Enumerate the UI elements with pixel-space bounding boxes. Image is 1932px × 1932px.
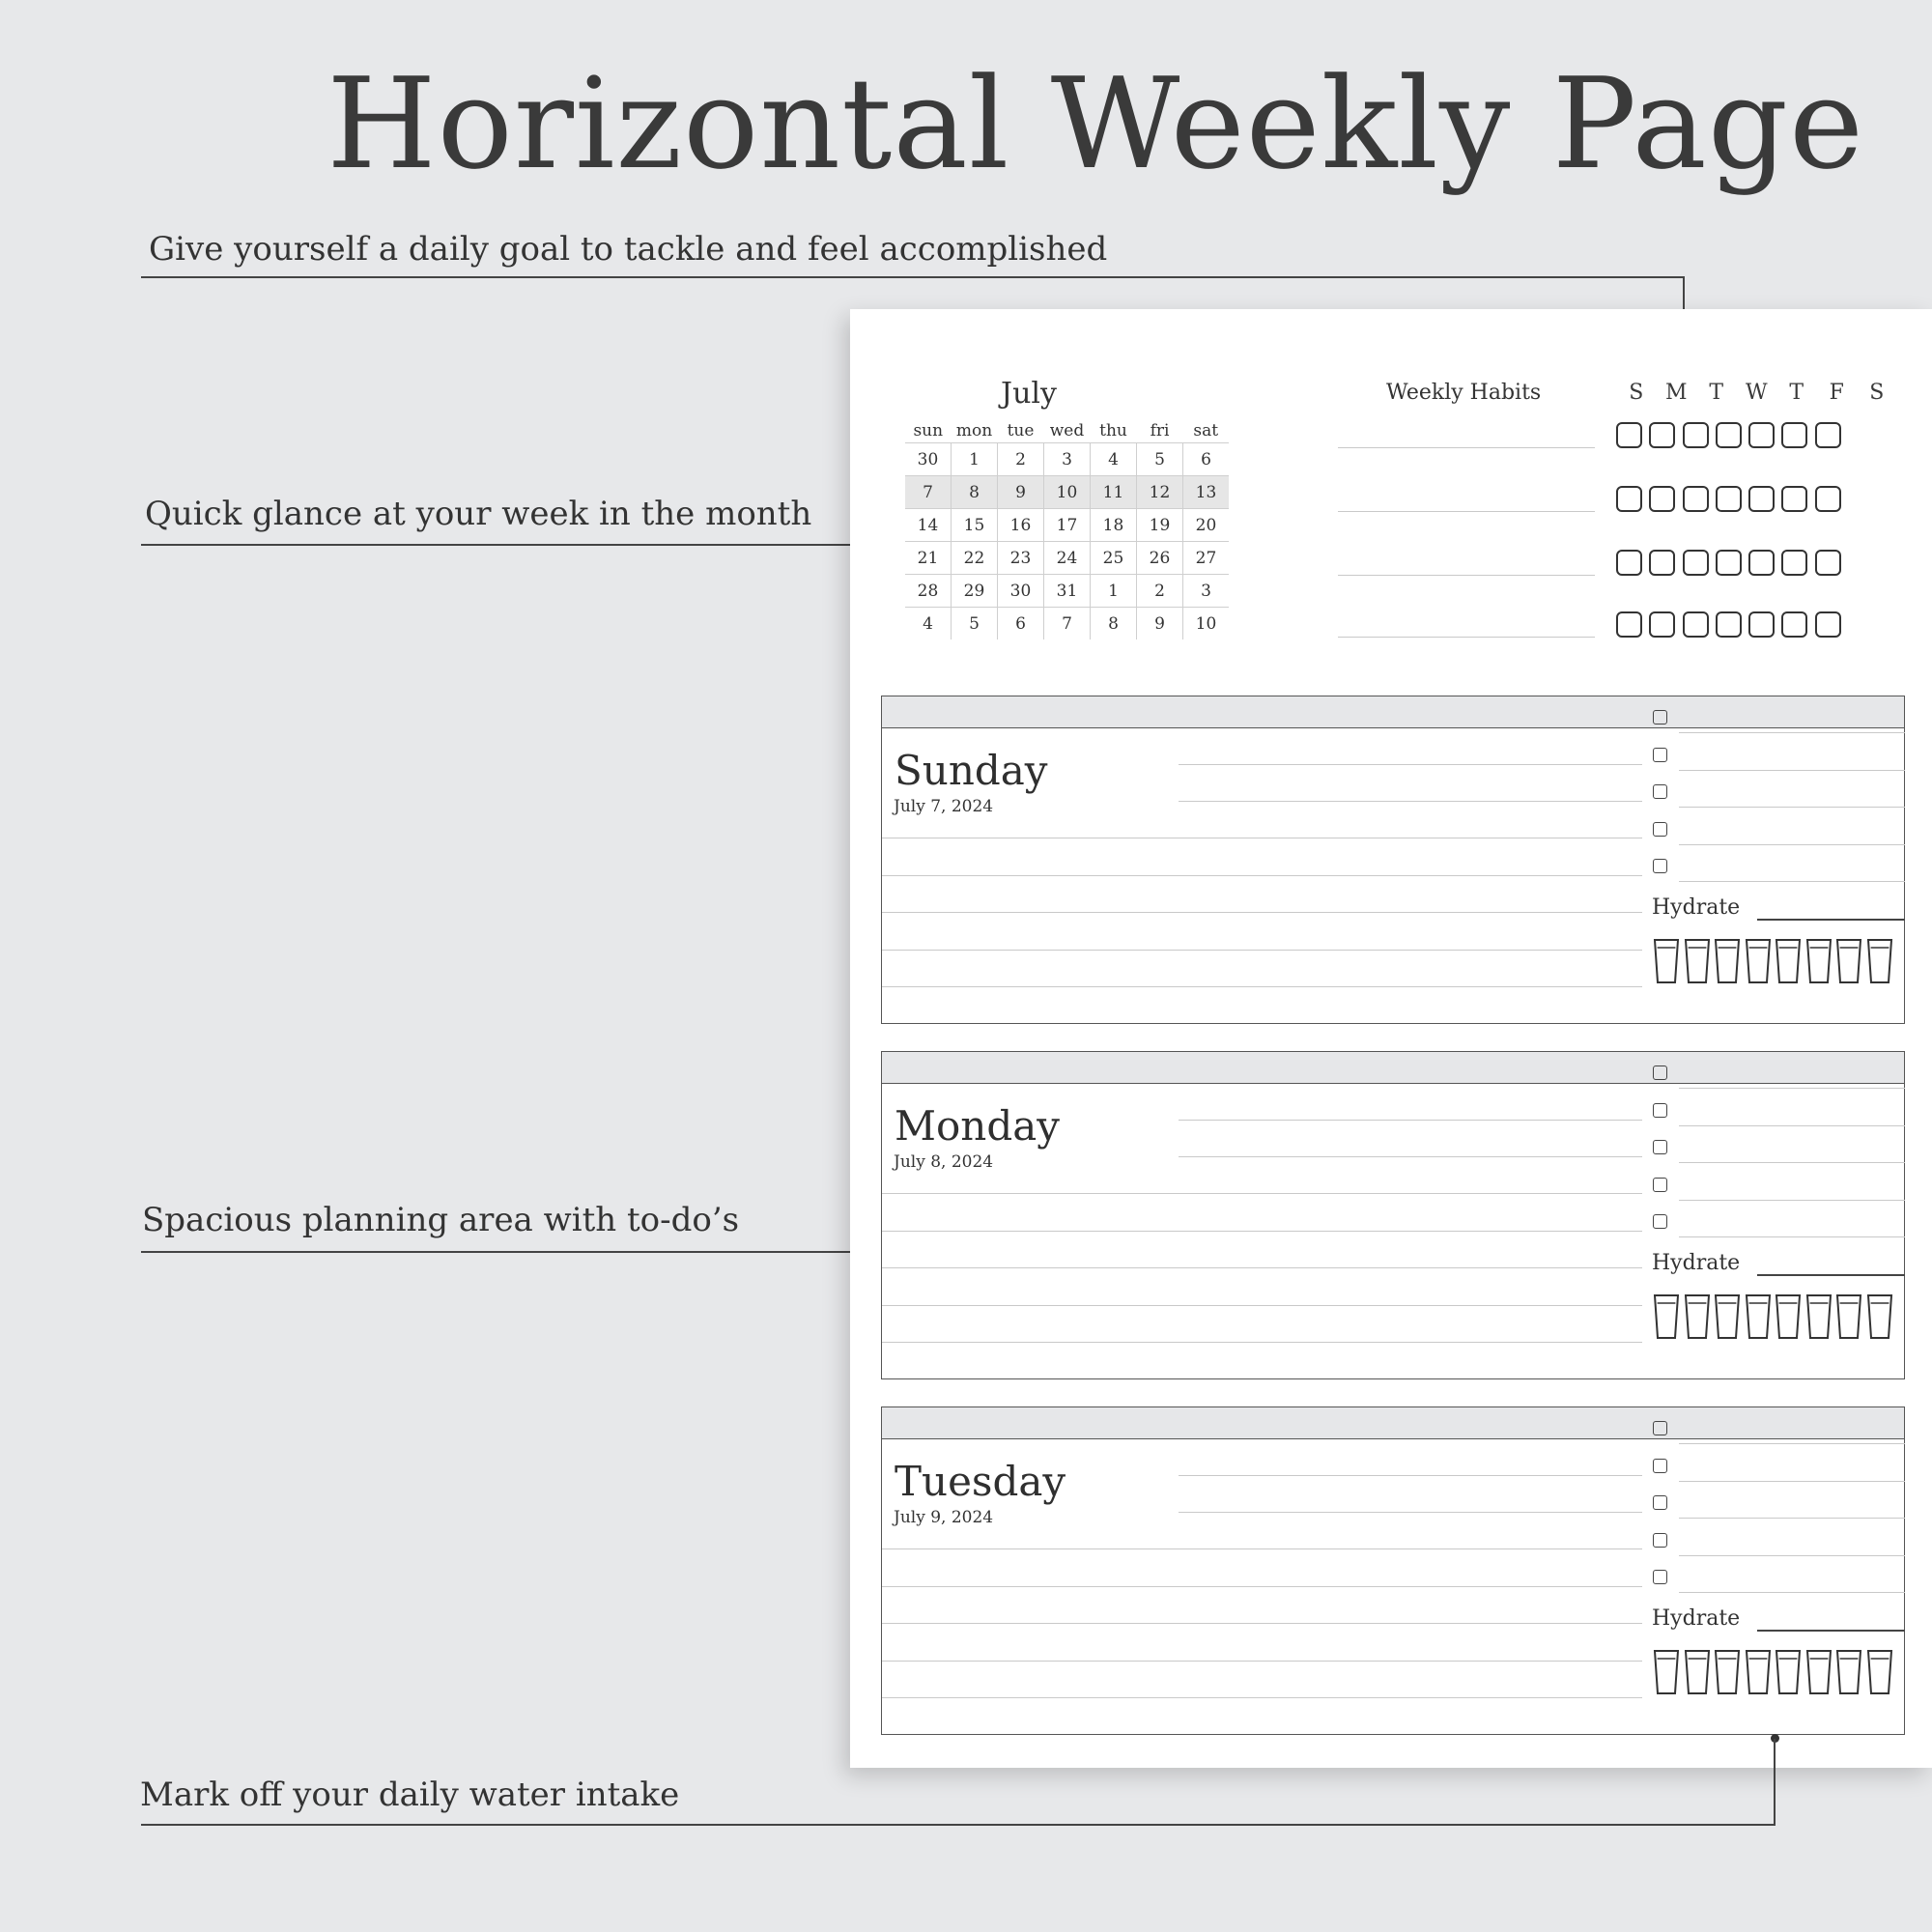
water-glass-icon[interactable]	[1745, 1293, 1776, 1342]
calendar-day-cell: 7	[905, 476, 952, 509]
planning-line[interactable]	[1179, 1475, 1642, 1476]
checkbox-icon[interactable]	[1653, 1495, 1667, 1510]
todo-line[interactable]	[1679, 1592, 1905, 1593]
calendar-day-cell: 15	[952, 509, 998, 542]
calendar-day-cell: 3	[1044, 443, 1091, 476]
checkbox-icon[interactable]	[1653, 822, 1667, 837]
calendar-weekday: sat	[1193, 421, 1219, 440]
habit-checkbox-icon[interactable]	[1649, 611, 1675, 638]
planning-line[interactable]	[882, 1193, 1642, 1194]
todo-line[interactable]	[1679, 1125, 1905, 1126]
hydrate-label: Hydrate	[1652, 1606, 1741, 1631]
water-glass-icon[interactable]	[1866, 938, 1897, 986]
todo-line[interactable]	[1679, 1481, 1905, 1482]
calendar-week-row	[905, 443, 1229, 476]
water-glass-icon[interactable]	[1714, 1293, 1745, 1342]
planning-line[interactable]	[882, 1586, 1642, 1587]
planning-line[interactable]	[1179, 764, 1642, 765]
todo-line[interactable]	[1679, 1236, 1905, 1237]
habit-checkbox-icon[interactable]	[1748, 550, 1775, 576]
calendar-day-cell: 5	[1137, 443, 1183, 476]
calendar-day-cell: 7	[1044, 608, 1091, 640]
checkbox-icon[interactable]	[1653, 1421, 1667, 1435]
todo-line[interactable]	[1679, 881, 1905, 882]
habit-checkbox-icon[interactable]	[1716, 611, 1742, 638]
habit-checkbox-icon[interactable]	[1781, 422, 1807, 448]
todo-line[interactable]	[1679, 770, 1905, 771]
water-glass-icon[interactable]	[1835, 938, 1866, 986]
habit-day-letter: W	[1745, 381, 1768, 405]
hydrate-line	[1757, 1274, 1905, 1276]
habit-checkbox-row	[1616, 611, 1848, 638]
day-block-monday	[881, 1051, 1905, 1379]
checkbox-icon[interactable]	[1653, 784, 1667, 799]
calendar-day-cell: 22	[952, 542, 998, 575]
daily-goal-bar[interactable]	[882, 1052, 1904, 1084]
habit-checkbox-icon[interactable]	[1815, 486, 1841, 512]
planning-line[interactable]	[882, 1661, 1642, 1662]
water-glasses	[1653, 1649, 1896, 1697]
callout-month-glance: Quick glance at your week in the month	[145, 495, 812, 533]
calendar-day-cell: 1	[952, 443, 998, 476]
todo-line[interactable]	[1679, 1443, 1905, 1444]
habit-name-line[interactable]	[1338, 511, 1595, 512]
day-name: Monday	[895, 1102, 1060, 1150]
hydrate-label: Hydrate	[1652, 1251, 1741, 1275]
calendar-day-cell: 8	[952, 476, 998, 509]
habit-checkbox-icon[interactable]	[1716, 422, 1742, 448]
habit-checkbox-icon[interactable]	[1616, 611, 1642, 638]
checkbox-icon[interactable]	[1653, 1140, 1667, 1154]
water-glass-icon[interactable]	[1653, 1293, 1684, 1342]
habit-checkbox-icon[interactable]	[1815, 611, 1841, 638]
calendar-month: July	[1001, 377, 1057, 411]
calendar-weekday: thu	[1099, 421, 1127, 440]
calendar-day-cell: 14	[905, 509, 952, 542]
calendar-day-cell: 10	[1183, 608, 1230, 640]
calendar-weekday: fri	[1150, 421, 1170, 440]
habit-checkbox-icon[interactable]	[1683, 422, 1709, 448]
calendar-day-cell: 12	[1137, 476, 1183, 509]
habit-checkbox-row	[1616, 422, 1848, 448]
habit-checkbox-icon[interactable]	[1748, 422, 1775, 448]
planning-line[interactable]	[882, 1548, 1642, 1549]
todo-line[interactable]	[1679, 1518, 1905, 1519]
checkbox-icon[interactable]	[1653, 1103, 1667, 1118]
habit-day-letter: M	[1664, 381, 1688, 405]
water-glass-icon[interactable]	[1653, 1649, 1684, 1697]
calendar-week-row	[905, 542, 1229, 575]
planning-line[interactable]	[882, 1267, 1642, 1268]
water-glass-icon[interactable]	[1805, 1649, 1836, 1697]
todo-line[interactable]	[1679, 1555, 1905, 1556]
habit-day-letter: T	[1709, 381, 1724, 405]
todo-line[interactable]	[1679, 732, 1905, 733]
calendar-day-cell: 30	[998, 575, 1044, 608]
callout-planning: Spacious planning area with to-do’s	[142, 1201, 740, 1239]
water-glass-icon[interactable]	[1714, 1649, 1745, 1697]
calendar-day-cell: 6	[998, 608, 1044, 640]
habit-checkbox-icon[interactable]	[1649, 550, 1675, 576]
water-glass-icon[interactable]	[1835, 1293, 1866, 1342]
water-glass-icon[interactable]	[1684, 938, 1715, 986]
calendar-weekday-row	[905, 419, 1229, 443]
calendar-day-cell: 2	[998, 443, 1044, 476]
water-glass-icon[interactable]	[1775, 1293, 1805, 1342]
calendar-day-cell: 21	[905, 542, 952, 575]
habit-day-letter: F	[1829, 381, 1844, 405]
planning-line[interactable]	[882, 950, 1642, 951]
water-glass-icon[interactable]	[1805, 938, 1836, 986]
habit-checkbox-icon[interactable]	[1683, 550, 1709, 576]
planning-line[interactable]	[1179, 801, 1642, 802]
day-name: Sunday	[895, 747, 1048, 794]
habit-checkbox-icon[interactable]	[1616, 486, 1642, 512]
mini-calendar	[905, 419, 1229, 639]
calendar-day-cell: 6	[1183, 443, 1230, 476]
daily-goal-bar[interactable]	[882, 1407, 1904, 1439]
calendar-day-cell: 17	[1044, 509, 1091, 542]
habit-name-line[interactable]	[1338, 447, 1595, 448]
checkbox-icon[interactable]	[1653, 859, 1667, 873]
calendar-day-cell: 4	[1091, 443, 1137, 476]
water-glass-icon[interactable]	[1835, 1649, 1866, 1697]
habit-checkbox-icon[interactable]	[1781, 486, 1807, 512]
callout-month-glance-line	[141, 544, 891, 546]
weekly-habits-title: Weekly Habits	[1386, 381, 1542, 405]
planning-line[interactable]	[882, 1231, 1642, 1232]
habit-checkbox-row	[1616, 486, 1848, 512]
water-glass-icon[interactable]	[1775, 1649, 1805, 1697]
water-glass-icon[interactable]	[1805, 1293, 1836, 1342]
checkbox-icon[interactable]	[1653, 1459, 1667, 1473]
calendar-day-cell: 5	[952, 608, 998, 640]
calendar-day-cell: 8	[1091, 608, 1137, 640]
habit-checkbox-icon[interactable]	[1716, 486, 1742, 512]
calendar-day-cell: 9	[998, 476, 1044, 509]
habit-checkbox-icon[interactable]	[1616, 422, 1642, 448]
habit-checkbox-row	[1616, 550, 1848, 576]
calendar-day-cell: 13	[1183, 476, 1230, 509]
habit-checkbox-icon[interactable]	[1716, 550, 1742, 576]
calendar-week-row	[905, 575, 1229, 608]
calendar-day-cell: 23	[998, 542, 1044, 575]
calendar-weekday: mon	[955, 421, 993, 440]
calendar-day-cell: 30	[905, 443, 952, 476]
calendar-day-cell: 24	[1044, 542, 1091, 575]
callout-daily-goal-line	[141, 276, 1685, 278]
calendar-day-cell: 20	[1183, 509, 1230, 542]
planner-page	[850, 309, 1932, 1768]
callout-water: Mark off your daily water intake	[140, 1776, 680, 1814]
calendar-day-cell: 9	[1137, 608, 1183, 640]
checkbox-icon[interactable]	[1653, 1533, 1667, 1548]
water-glasses	[1653, 1293, 1896, 1342]
habit-checkbox-icon[interactable]	[1815, 550, 1841, 576]
callout-water-line	[141, 1824, 1776, 1826]
habit-name-line[interactable]	[1338, 575, 1595, 576]
planning-line[interactable]	[1179, 1120, 1642, 1121]
callout-water-connector	[1774, 1739, 1776, 1826]
water-glass-icon[interactable]	[1684, 1649, 1715, 1697]
planning-line[interactable]	[882, 875, 1642, 876]
calendar-day-cell: 27	[1183, 542, 1230, 575]
calendar-weekday: tue	[1007, 421, 1035, 440]
water-glass-icon[interactable]	[1866, 1649, 1897, 1697]
calendar-day-cell: 25	[1091, 542, 1137, 575]
habit-day-letter: S	[1629, 381, 1644, 405]
calendar-day-cell: 3	[1183, 575, 1230, 608]
calendar-week-row	[905, 608, 1229, 640]
water-glass-icon[interactable]	[1775, 938, 1805, 986]
habit-checkbox-icon[interactable]	[1748, 611, 1775, 638]
day-block-tuesday	[881, 1406, 1905, 1735]
calendar-day-cell: 10	[1044, 476, 1091, 509]
water-glass-icon[interactable]	[1745, 938, 1776, 986]
calendar-day-cell: 19	[1137, 509, 1183, 542]
habit-name-line[interactable]	[1338, 637, 1595, 638]
calendar-week-row	[905, 509, 1229, 542]
checkbox-icon[interactable]	[1653, 1065, 1667, 1080]
planning-line[interactable]	[882, 912, 1642, 913]
habit-checkbox-icon[interactable]	[1815, 422, 1841, 448]
calendar-day-cell: 26	[1137, 542, 1183, 575]
calendar-day-cell: 29	[952, 575, 998, 608]
daily-goal-bar[interactable]	[882, 696, 1904, 728]
day-date: July 9, 2024	[894, 1508, 994, 1527]
habit-day-letters	[1616, 381, 1897, 405]
habit-checkbox-icon[interactable]	[1781, 611, 1807, 638]
todo-line[interactable]	[1679, 1162, 1905, 1163]
day-date: July 8, 2024	[894, 1152, 994, 1172]
calendar-weekday: sun	[913, 421, 944, 440]
habit-day-letter: S	[1869, 381, 1885, 405]
calendar-day-cell: 1	[1091, 575, 1137, 608]
planning-line[interactable]	[882, 1623, 1642, 1624]
habit-checkbox-icon[interactable]	[1683, 611, 1709, 638]
day-date: July 7, 2024	[894, 797, 994, 816]
habit-checkbox-icon[interactable]	[1781, 550, 1807, 576]
calendar-day-cell: 11	[1091, 476, 1137, 509]
planning-line[interactable]	[1179, 1156, 1642, 1157]
habit-checkbox-icon[interactable]	[1649, 422, 1675, 448]
hydrate-label: Hydrate	[1652, 895, 1741, 920]
hydrate-line	[1757, 919, 1905, 921]
water-glasses	[1653, 938, 1896, 986]
day-name: Tuesday	[895, 1458, 1066, 1505]
todo-line[interactable]	[1679, 844, 1905, 845]
day-block-sunday	[881, 696, 1905, 1024]
hydrate-line	[1757, 1630, 1905, 1632]
planning-line[interactable]	[882, 986, 1642, 987]
checkbox-icon[interactable]	[1653, 710, 1667, 724]
planning-line[interactable]	[1179, 1512, 1642, 1513]
habit-checkbox-icon[interactable]	[1649, 486, 1675, 512]
habit-day-letter: T	[1789, 381, 1804, 405]
planning-line[interactable]	[882, 1305, 1642, 1306]
callout-planning-line	[141, 1251, 866, 1253]
water-glass-icon[interactable]	[1653, 938, 1684, 986]
habit-checkbox-icon[interactable]	[1616, 550, 1642, 576]
calendar-day-cell: 28	[905, 575, 952, 608]
calendar-day-cell: 4	[905, 608, 952, 640]
checkbox-icon[interactable]	[1653, 1178, 1667, 1192]
calendar-day-cell: 16	[998, 509, 1044, 542]
calendar-day-cell: 18	[1091, 509, 1137, 542]
checkbox-icon[interactable]	[1653, 1570, 1667, 1584]
calendar-weekday: wed	[1049, 421, 1085, 440]
water-glass-icon[interactable]	[1866, 1293, 1897, 1342]
page-title: Horizontal Weekly Page	[327, 50, 1864, 197]
calendar-day-cell: 2	[1137, 575, 1183, 608]
callout-daily-goal: Give yourself a daily goal to tackle and feel accomplished	[149, 230, 1108, 269]
planning-line[interactable]	[882, 1697, 1642, 1698]
todo-line[interactable]	[1679, 807, 1905, 808]
planning-line[interactable]	[882, 1342, 1642, 1343]
checkbox-icon[interactable]	[1653, 1214, 1667, 1229]
checkbox-icon[interactable]	[1653, 748, 1667, 762]
habit-checkbox-icon[interactable]	[1683, 486, 1709, 512]
calendar-week-row	[905, 476, 1229, 509]
habit-checkbox-icon[interactable]	[1748, 486, 1775, 512]
water-glass-icon[interactable]	[1745, 1649, 1776, 1697]
water-glass-icon[interactable]	[1714, 938, 1745, 986]
water-glass-icon[interactable]	[1684, 1293, 1715, 1342]
todo-line[interactable]	[1679, 1200, 1905, 1201]
calendar-day-cell: 31	[1044, 575, 1091, 608]
todo-line[interactable]	[1679, 1088, 1905, 1089]
